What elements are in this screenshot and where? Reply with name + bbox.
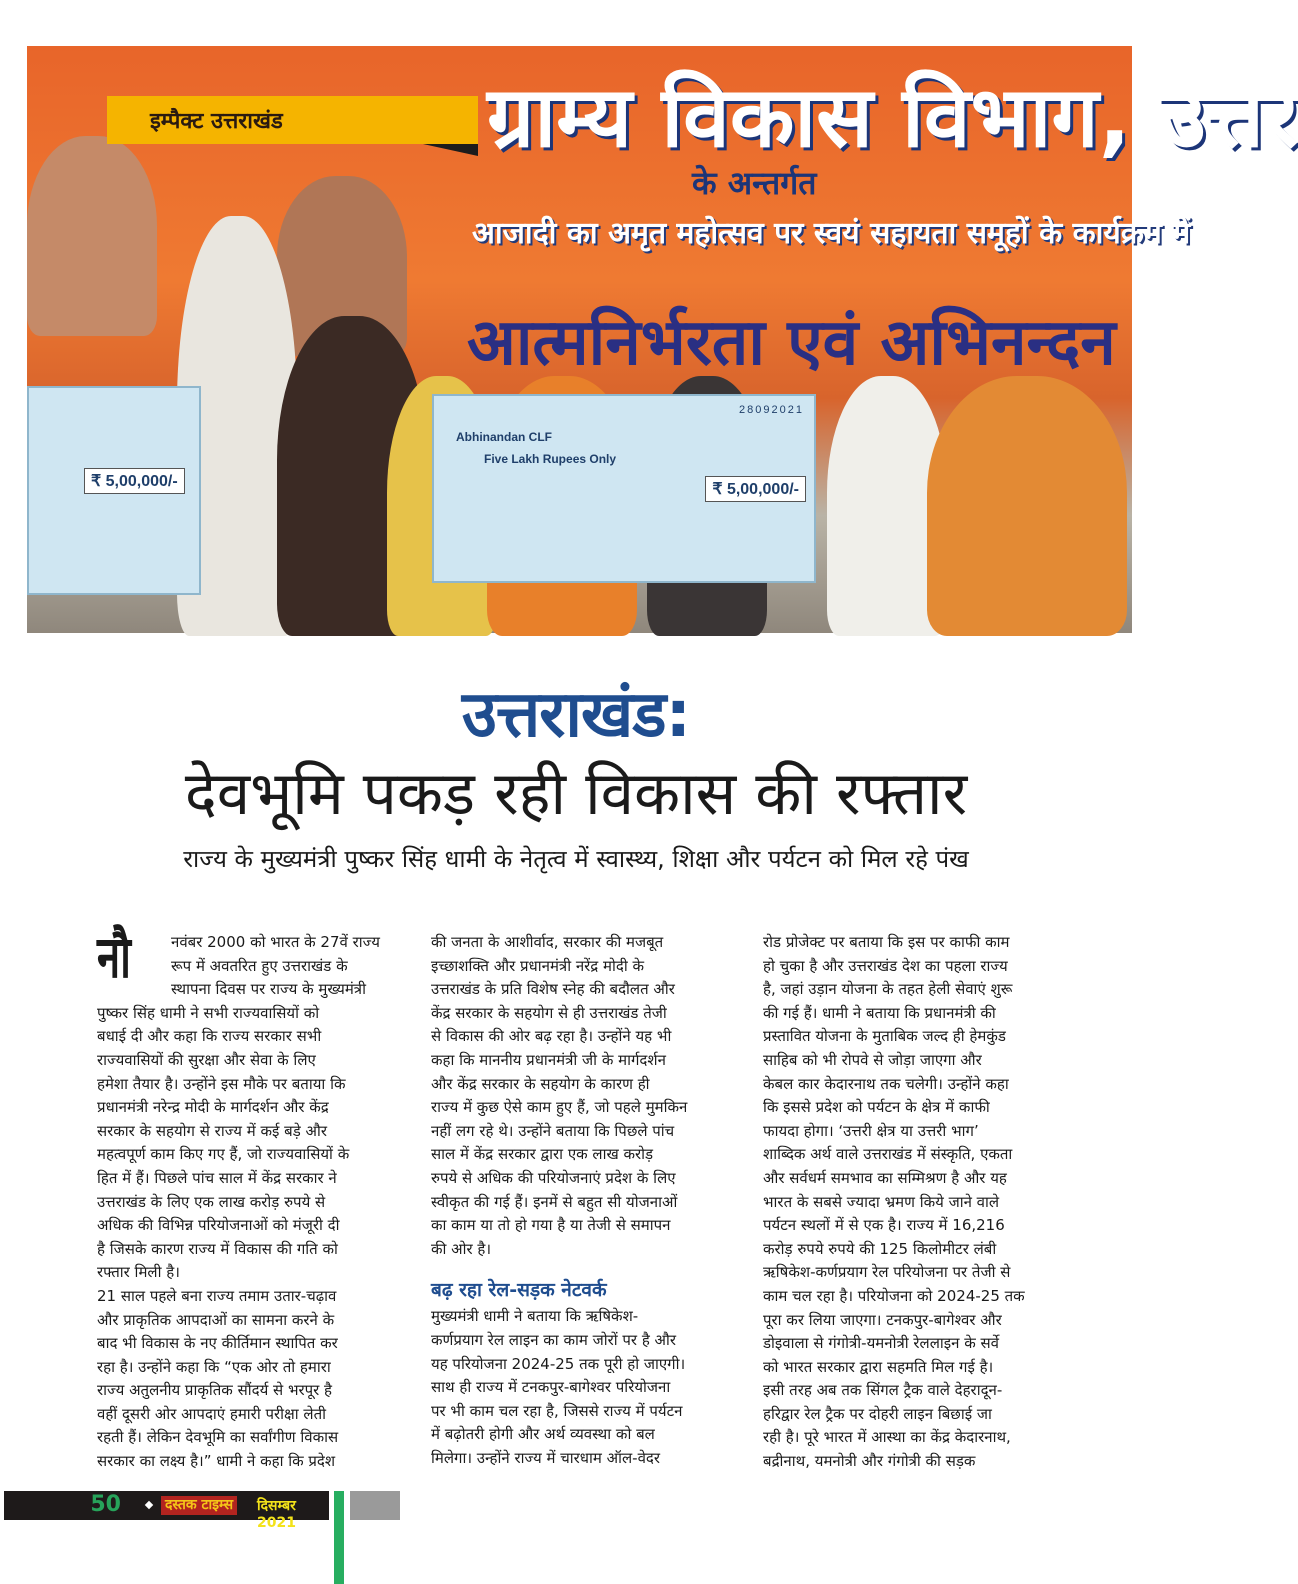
text-line: डोइवाला से गंगोत्री-यमनोत्री रेललाइन के सर्वे	[763, 1334, 999, 1353]
text-line: पर्यटन स्थलों में से एक है। राज्य में 16,216	[763, 1216, 1005, 1235]
column-3	[763, 931, 1075, 1474]
text-line: यह परियोजना 2024-25 तक पूरी हो जाएगी।	[431, 1354, 686, 1373]
banner-line: आजादी का अमृत महोत्सव पर स्वयं सहायता समूहों के कार्यक्रम में	[472, 216, 1191, 251]
banner-line: आत्मनिर्भरता एवं अभिनन्दन	[467, 306, 1116, 380]
text-line: बाद भी विकास के नए कीर्तिमान स्थापित कर	[97, 1334, 338, 1353]
text-line: केंद्र सरकार के सहयोग से ही उत्तराखंड तेजी	[431, 1003, 667, 1022]
gray-accent-box	[350, 1491, 400, 1520]
text-line: बधाई दी और कहा कि राज्य सरकार सभी	[97, 1027, 322, 1046]
text-line: हरिद्वार रेल ट्रैक पर दोहरी लाइन बिछाई जा	[763, 1404, 992, 1423]
text-line: इच्छाशक्ति और प्रधानमंत्री नरेंद्र मोदी के	[431, 956, 645, 975]
text-line: सरकार का लक्ष्य है।” धामी ने कहा कि प्रदेश	[97, 1452, 336, 1471]
text-line: की ओर है।	[431, 1239, 492, 1258]
text-line: मुख्यमंत्री धामी ने बताया कि ऋषिकेश-	[431, 1307, 639, 1326]
text-line: सरकार के सहयोग से राज्य में कई बड़े और	[97, 1121, 327, 1140]
text-line: रोड प्रोजेक्ट पर बताया कि इस पर काफी काम	[763, 933, 1010, 951]
text-line: प्रस्तावित योजना के मुताबिक जल्द ही हेमकुंड	[763, 1027, 1006, 1046]
article-title: देवभूमि पकड़ रही विकास की रफ्तार	[184, 759, 968, 829]
text-line: और केंद्र सरकार के सहयोग के कारण ही	[431, 1074, 650, 1093]
text-line: राज्य अतुलनीय प्राकृतिक सौंदर्य से भरपूर है	[97, 1381, 333, 1400]
text-line: महत्वपूर्ण काम किए गए हैं, जो राज्यवासियों के	[97, 1145, 350, 1164]
footer-bar	[4, 1491, 329, 1531]
text-line: में बढ़ोतरी होगी और अर्थ व्यवस्था को बल	[431, 1425, 655, 1444]
text-line: बद्रीनाथ, यमनोत्री और गंगोत्री की सड़क	[763, 1452, 976, 1471]
cheque-amount: ₹ 5,00,000/-	[84, 468, 185, 494]
text-line: फायदा होगा। ‘उत्तरी क्षेत्र या उत्तरी भाग’	[763, 1121, 979, 1140]
cheque-amount: ₹ 5,00,000/-	[705, 476, 806, 502]
text-line: कर्णप्रयाग रेल लाइन का काम जोरों पर है और	[431, 1330, 677, 1349]
text-line: रहती हैं। लेकिन देवभूमि का सर्वांगीण विकास	[97, 1428, 339, 1447]
text-line: स्थापना दिवस पर राज्य के मुख्यमंत्री	[171, 980, 366, 999]
poster-face	[27, 136, 157, 336]
magazine-logo: दस्तक टाइम्स	[161, 1496, 237, 1515]
section-tag	[107, 96, 478, 144]
article-subtitle: राज्य के मुख्यमंत्री पुष्कर सिंह धामी के नेतृत्व में स्वास्थ्य, शिक्षा और पर्यटन को मिल रहे पंख	[183, 845, 969, 873]
text-line: उत्तराखंड के प्रति विशेष स्नेह की बदौलत और	[431, 980, 675, 999]
text-line: अधिक की विभिन्न परियोजनाओं को मंजूरी दी	[97, 1216, 340, 1235]
text-line: की गई हैं। धामी ने बताया कि प्रधानमंत्री की	[763, 1003, 996, 1022]
text-line: इसी तरह अब तक सिंगल ट्रैक वाले देहरादून-	[763, 1381, 1003, 1400]
text-line: वहीं दूसरी ओर आपदाएं हमारी परीक्षा लेती	[97, 1404, 327, 1423]
text-line: पूरा कर लिया जाएगा। टनकपुर-बागेश्वर और	[763, 1310, 1002, 1329]
text-line: का काम या तो हो गया है या तेजी से समापन	[431, 1216, 671, 1235]
text-line: साल में केंद्र सरकार द्वारा एक लाख करोड़	[431, 1145, 654, 1164]
text-line: साहिब को भी रोपवे से जोड़ा जाएगा और	[763, 1050, 982, 1069]
text-line: से विकास की ओर बढ़ रहा है। उन्होंने यह भी	[431, 1027, 672, 1046]
text-line: स्वीकृत की गई हैं। इनमें से बहुत सी योजनाओं	[431, 1192, 678, 1211]
text-line: मिलेगा। उन्होंने राज्य में चारधाम ऑल-वेदर	[431, 1448, 661, 1467]
issue-date: दिसम्बर 2021	[257, 1498, 296, 1531]
text-line: है, जहां उड़ान योजना के तहत हेली सेवाएं शुरू	[763, 980, 1013, 999]
text-line: प्रधानमंत्री नरेन्द्र मोदी के मार्गदर्शन और केंद्र	[97, 1098, 329, 1117]
text-line: 21 साल पहले बना राज्य तमाम उतार-चढ़ाव	[97, 1286, 337, 1305]
text-line: करोड़ रुपये रुपये की 125 किलोमीटर लंबी	[763, 1239, 997, 1258]
text-line: उत्तराखंड के लिए एक लाख करोड़ रुपये से	[97, 1192, 326, 1211]
cheque-date: 28092021	[739, 404, 804, 416]
text-line: साथ ही राज्य में टनकपुर-बागेश्वर परियोजना	[431, 1378, 671, 1397]
text-line: कहा कि माननीय प्रधानमंत्री जी के मार्गदर्शन	[431, 1050, 666, 1069]
bullet-icon	[145, 1501, 153, 1509]
text-line: है जिसके कारण राज्य में विकास की गति को	[97, 1239, 338, 1258]
text-line: पर भी काम चल रहा है, जिससे राज्य में पर्यटन	[431, 1401, 683, 1420]
text-line: रही है। पूरे भारत में आस्था का केंद्र केदारनाथ,	[763, 1428, 1011, 1447]
green-accent-bar	[334, 1491, 344, 1584]
section-heading: बढ़ रहा रेल-सड़क नेटवर्क	[431, 1279, 607, 1302]
person	[927, 376, 1127, 636]
section-tag-label: इम्पैक्ट उत्तराखंड	[150, 109, 283, 134]
text-line: नवंबर 2000 को भारत के 27वें राज्य	[171, 933, 380, 951]
cheque-payee: Abhinandan CLF	[456, 430, 552, 444]
text-line: रूप में अवतरित हुए उत्तराखंड के	[171, 956, 348, 975]
column-2	[431, 931, 743, 1470]
text-line: भारत के सबसे ज्यादा भ्रमण किये जाने वाले	[763, 1192, 1000, 1211]
text-line: राज्य में कुछ ऐसे काम हुए हैं, जो पहले मुमकिन	[431, 1098, 688, 1117]
text-line: कि इससे प्रदेश को पर्यटन के क्षेत्र में काफी	[763, 1098, 990, 1117]
text-line: को भारत सरकार द्वारा सहमति मिल गई है।	[763, 1357, 994, 1376]
tag-fold	[423, 144, 478, 156]
text-line: नहीं लग रहे थे। उन्होंने बताया कि पिछले पांच	[431, 1121, 675, 1140]
text-line: पुष्कर सिंह धामी ने सभी राज्यवासियों को	[97, 1003, 320, 1022]
drop-cap: नौ	[97, 923, 131, 991]
text-line: शाब्दिक अर्थ वाले उत्तराखंड में संस्कृति, एकता	[763, 1145, 1013, 1164]
cheque-main	[432, 394, 816, 583]
text-line: रुपये से अधिक की परियोजनाएं प्रदेश के लिए	[431, 1168, 676, 1187]
text-line: राज्यवासियों की सुरक्षा और सेवा के लिए	[97, 1050, 316, 1069]
text-line: काम चल रहा है। परियोजना को 2024-25 तक	[763, 1286, 1025, 1305]
cheque-left	[27, 386, 201, 595]
banner-line: ग्राम्य विकास विभाग, उत्तर	[487, 68, 1298, 166]
text-line: हमेशा तैयार है। उन्होंने इस मौके पर बताया कि	[97, 1074, 346, 1093]
page-number: 50	[90, 1492, 121, 1517]
text-line: और प्राकृतिक आपदाओं का सामना करने के	[97, 1310, 335, 1329]
text-line: और सर्वधर्म समभाव का सम्मिश्रण है और यह	[763, 1168, 1007, 1187]
column-1	[97, 931, 412, 1474]
text-line: रहा है। उन्होंने कहा कि “एक ओर तो हमारा	[97, 1357, 331, 1376]
text-line: केबल कार केदारनाथ तक चलेगी। उन्होंने कहा	[763, 1074, 1009, 1093]
text-line: रफ्तार मिली है।	[97, 1263, 180, 1282]
text-line: ऋषिकेश-कर्णप्रयाग रेल परियोजना पर तेजी से	[763, 1263, 1011, 1282]
text-line: हो चुका है और उत्तराखंड देश का पहला राज्य	[763, 956, 1008, 975]
article-kicker: उत्तराखंड:	[461, 678, 691, 752]
banner-line: के अन्तर्गत	[692, 164, 817, 202]
cheque-words: Five Lakh Rupees Only	[484, 452, 617, 466]
text-line: की जनता के आशीर्वाद, सरकार की मजबूत	[431, 933, 664, 951]
text-line: हित में हैं। पिछले पांच साल में केंद्र सरकार ने	[97, 1168, 337, 1187]
